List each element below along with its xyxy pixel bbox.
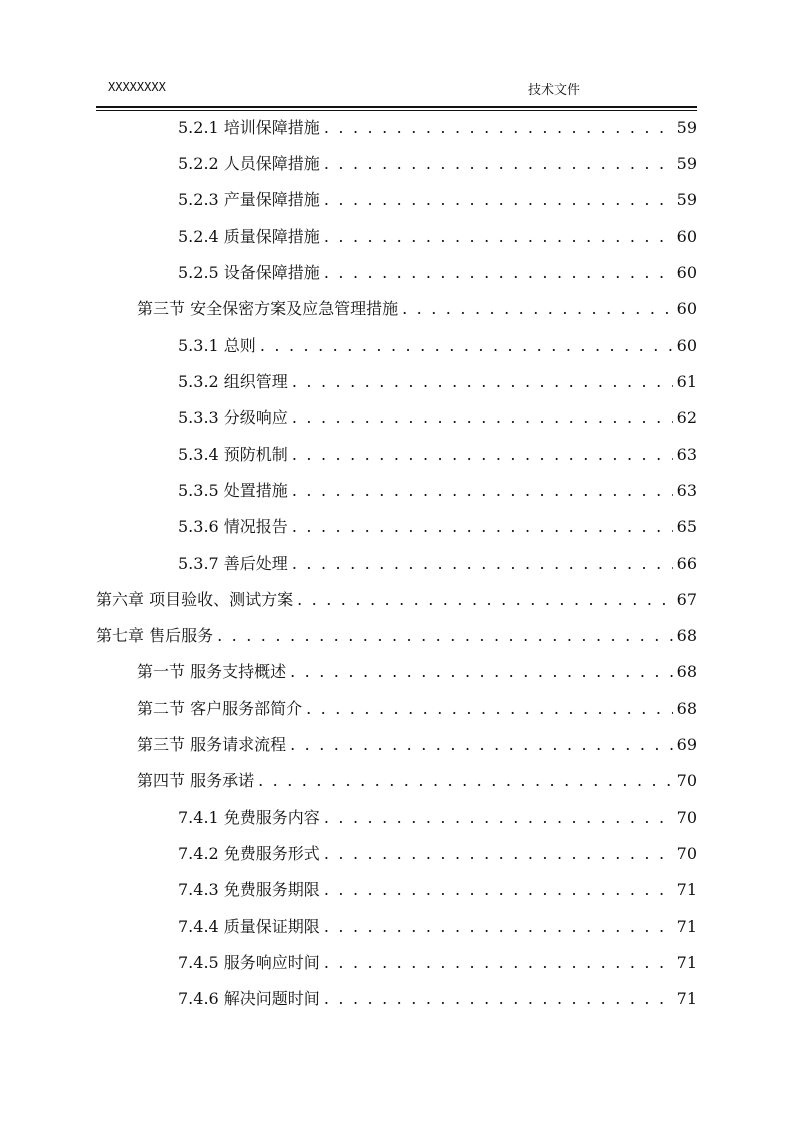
- toc-entry-label: 5.2.1 培训保障措施: [178, 118, 320, 137]
- toc-leader-dots: [217, 626, 673, 646]
- toc-entry-label: 5.3.1 总则: [178, 336, 256, 355]
- toc-entry-page: 61: [676, 372, 697, 391]
- toc-entry-7-4-1[interactable]: [178, 804, 697, 828]
- toc-entry-label: 5.3.3 分级响应: [178, 408, 288, 427]
- toc-entry-label: 7.4.2 免费服务形式: [178, 844, 320, 863]
- header-rule-thick: [96, 106, 697, 108]
- toc-entry-5-3-4[interactable]: [178, 441, 697, 465]
- toc-entry-page: 60: [676, 227, 697, 246]
- toc-leader-dots: [290, 735, 673, 755]
- toc-entry-page: 71: [676, 880, 697, 899]
- toc-entry-5-2-4[interactable]: [178, 223, 697, 247]
- toc-leader-dots: [324, 917, 673, 937]
- toc-entry-page: 67: [676, 590, 697, 609]
- toc-entry-label: 第三节 安全保密方案及应急管理措施: [137, 299, 399, 318]
- toc-entry-5-3-3[interactable]: [178, 404, 697, 428]
- toc-entry-page: 70: [676, 771, 697, 790]
- toc-entry-label: 第七章 售后服务: [96, 626, 214, 645]
- toc-leader-dots: [324, 953, 673, 973]
- toc-entry-label: 5.3.2 组织管理: [178, 372, 288, 391]
- toc-entry-page: 70: [676, 808, 697, 827]
- toc-entry-7-4-3[interactable]: [178, 876, 697, 900]
- toc-entry-5-2-3[interactable]: [178, 186, 697, 210]
- toc-leader-dots: [324, 118, 673, 138]
- toc-entry-page: 71: [676, 953, 697, 972]
- toc-entry-page: 60: [676, 299, 697, 318]
- toc-entry-page: 63: [676, 445, 697, 464]
- toc-entry-page: 70: [676, 844, 697, 863]
- toc-entry-label: 第四节 服务承诺: [137, 771, 255, 790]
- toc-leader-dots: [258, 771, 673, 791]
- toc-entry-5-3-1[interactable]: [178, 332, 697, 356]
- toc-entry-5-2-5[interactable]: [178, 259, 697, 283]
- toc-entry-section-3-service[interactable]: [137, 731, 697, 755]
- toc-entry-7-4-4[interactable]: [178, 913, 697, 937]
- toc-entry-chapter-6[interactable]: [96, 586, 697, 610]
- toc-leader-dots: [324, 844, 673, 864]
- toc-entry-5-3-6[interactable]: [178, 513, 697, 537]
- toc-entry-label: 7.4.1 免费服务内容: [178, 808, 320, 827]
- toc-leader-dots: [292, 445, 673, 465]
- toc-entry-label: 第三节 服务请求流程: [137, 735, 287, 754]
- toc-entry-7-4-5[interactable]: [178, 949, 697, 973]
- toc-entry-label: 5.2.2 人员保障措施: [178, 154, 320, 173]
- toc-entry-label: 7.4.5 服务响应时间: [178, 953, 320, 972]
- toc-leader-dots: [290, 662, 673, 682]
- header-company-placeholder: XXXXXXXX: [108, 80, 166, 94]
- toc-entry-label: 第一节 服务支持概述: [137, 662, 287, 681]
- toc-leader-dots: [260, 336, 673, 356]
- toc-entry-section-1[interactable]: [137, 658, 697, 682]
- toc-entry-page: 68: [676, 626, 697, 645]
- toc-entry-page: 68: [676, 662, 697, 681]
- toc-entry-label: 5.2.3 产量保障措施: [178, 190, 320, 209]
- toc-entry-5-3-7[interactable]: [178, 550, 697, 574]
- toc-entry-5-2-1[interactable]: [178, 114, 697, 138]
- toc-leader-dots: [297, 590, 673, 610]
- toc-entry-page: 71: [676, 989, 697, 1008]
- toc-entry-chapter-7[interactable]: [96, 622, 697, 646]
- toc-leader-dots: [324, 263, 673, 283]
- toc-leader-dots: [324, 154, 673, 174]
- toc-leader-dots: [324, 227, 673, 247]
- toc-entry-page: 65: [676, 517, 697, 536]
- toc-leader-dots: [324, 190, 673, 210]
- toc-entry-label: 5.3.5 处置措施: [178, 481, 288, 500]
- header-rule-thin: [96, 110, 697, 111]
- toc-leader-dots: [292, 554, 673, 574]
- toc-entry-section-4[interactable]: [137, 767, 697, 791]
- toc-entry-page: 59: [676, 154, 697, 173]
- toc-leader-dots: [402, 299, 673, 319]
- toc-leader-dots: [292, 408, 673, 428]
- toc-entry-5-3-5[interactable]: [178, 477, 697, 501]
- toc-entry-page: 66: [676, 554, 697, 573]
- toc-entry-7-4-2[interactable]: [178, 840, 697, 864]
- toc-entry-page: 60: [676, 336, 697, 355]
- toc-entry-page: 68: [676, 699, 697, 718]
- toc-entry-label: 第六章 项目验收、测试方案: [96, 590, 294, 609]
- toc-entry-page: 60: [676, 263, 697, 282]
- toc-entry-label: 7.4.4 质量保证期限: [178, 917, 320, 936]
- header-document-type: 技术文件: [528, 83, 581, 98]
- toc-entry-label: 7.4.6 解决问题时间: [178, 989, 320, 1008]
- toc-entry-page: 59: [676, 118, 697, 137]
- toc-leader-dots: [324, 989, 673, 1009]
- toc-leader-dots: [292, 517, 673, 537]
- toc-entry-5-2-2[interactable]: [178, 150, 697, 174]
- toc-entry-page: 71: [676, 917, 697, 936]
- toc-entry-label: 5.2.5 设备保障措施: [178, 263, 320, 282]
- toc-leader-dots: [324, 808, 673, 828]
- toc-entry-section-2[interactable]: [137, 695, 697, 719]
- toc-leader-dots: [306, 699, 673, 719]
- page-header: [96, 76, 697, 100]
- toc-entry-page: 69: [676, 735, 697, 754]
- toc-entry-label: 5.3.6 情况报告: [178, 517, 288, 536]
- toc-leader-dots: [324, 880, 673, 900]
- toc-entry-section-3[interactable]: [137, 295, 697, 319]
- toc-entry-page: 59: [676, 190, 697, 209]
- toc-entry-label: 5.3.4 预防机制: [178, 445, 288, 464]
- toc-entry-page: 63: [676, 481, 697, 500]
- toc-leader-dots: [292, 372, 673, 392]
- toc-entry-label: 5.2.4 质量保障措施: [178, 227, 320, 246]
- toc-entry-label: 5.3.7 善后处理: [178, 554, 288, 573]
- toc-entry-5-3-2[interactable]: [178, 368, 697, 392]
- toc-entry-page: 62: [676, 408, 697, 427]
- toc-leader-dots: [292, 481, 673, 501]
- toc-entry-label: 第二节 客户服务部简介: [137, 699, 303, 718]
- toc-entry-label: 7.4.3 免费服务期限: [178, 880, 320, 899]
- toc-entry-7-4-6[interactable]: [178, 985, 697, 1009]
